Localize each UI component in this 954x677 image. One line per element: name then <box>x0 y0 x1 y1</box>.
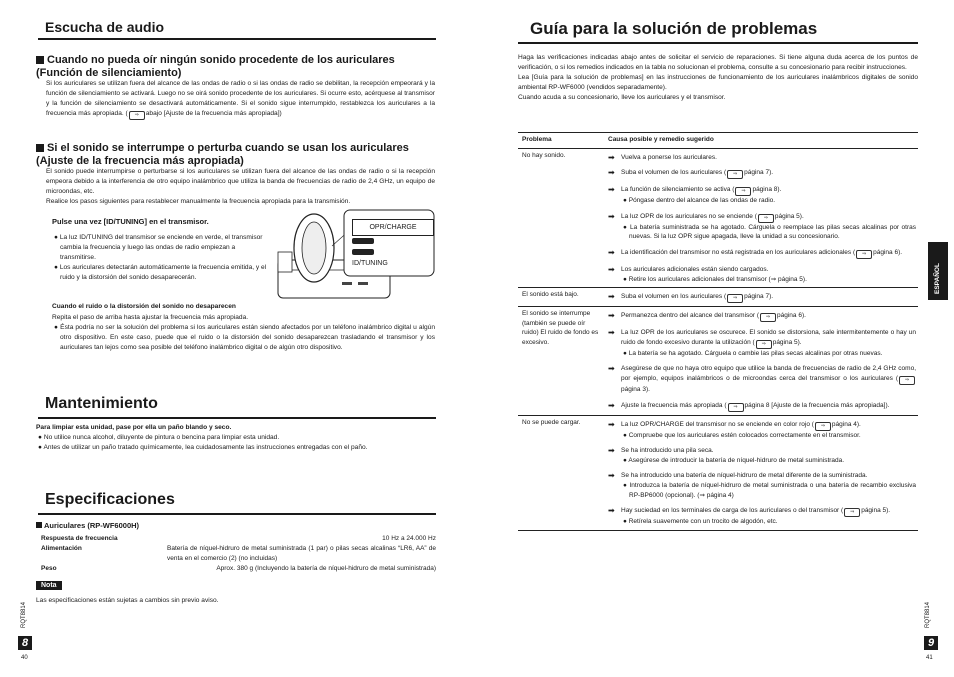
troubleshooting-title: Guía para la solución de problemas <box>530 19 818 38</box>
page-ref-icon: ⇒ <box>727 294 743 303</box>
spec-row: Alimentación Batería de níquel-hidruro de metal suministrada (1 par) o pilas secas alcalinas “LR6, AA” de venta en el comercio (2) (no incluidas) <box>41 545 436 562</box>
spec-heading: Auriculares (RP-WF6000H) <box>36 521 139 530</box>
square-bullet-icon <box>36 144 44 152</box>
arrow-icon: ➡ <box>608 168 615 178</box>
arrow-icon: ➡ <box>608 328 615 338</box>
table-row: No se puede cargar. ➡ La luz OPR/CHARGE del transmisor no se enciende en color rojo ( ⇒ página 4). ● Compruebe que los auriculares estén colocados correctamente en el transmisor. ➡ Se ha introducido una pila seca. ● Asegúrese de introducir la batería de níquel-hidruro de metal suministrada. ➡ Se ha introducido una batería de níquel-hidruro de metal diferente de la suministrada. ● Introduzca la batería de níquel-hidruro de metal suministrada o una batería de recambio exclusiva RP-BP6000 (opcional). (⇒ página 4) ➡ Hay suciedad en los terminales de carga de los auriculares o del transmisor ( ⇒ página 5). ● Retírela suavemente con un trocito de algodón, etc. <box>518 415 918 530</box>
maintenance-rule <box>38 417 436 419</box>
audio-section-title: Escucha de audio <box>45 19 165 35</box>
spec-row: Respuesta de frecuencia 10 Hz a 24.000 Hz <box>41 535 436 542</box>
page-ref-icon: ⇒ <box>856 250 872 259</box>
audio-title-rule <box>38 38 436 40</box>
arrow-icon: ➡ <box>608 471 615 481</box>
pulse-bullet: ● La luz ID/TUNING del transmisor se enciende en verde, el transmisor cambia la frecuencia y luego las ondas de radio empiezan a transmitirse. <box>54 234 263 261</box>
table-row: No hay sonido. ➡ Vuelva a ponerse los auriculares. ➡ Suba el volumen de los auriculares ( ⇒ página 7). ➡ La función de silenciamiento se activa ( ⇒ página 8). ● Póngase dentro del alcance de las ondas de radio. ➡ La luz OPR de los auriculares no se enciende ( ⇒ página 5). ● La batería suministrada se ha agotado. Cárguela o reemplace las pilas secas alcalinas por otras nuevas. Si la luz OPR sigue apagada, lleve la unidad a su concesionario. ➡ La identificación del transmisor no está registrada en los auriculares adicionales ( ⇒ página 6). ➡ Los auriculares adicionales están siendo cargados. ● Retire los auriculares adicionales del transmisor (⇒ página 5). <box>518 148 918 288</box>
page-ref-icon: ⇒ <box>844 508 860 517</box>
troubleshooting-rule <box>518 42 918 44</box>
arrow-icon: ➡ <box>608 185 615 195</box>
pulse-bullets <box>52 233 268 283</box>
page-ref-icon: ⇒ <box>899 376 915 385</box>
troubleshooting-intro: Haga las verificaciones indicadas abajo antes de solicitar el servicio de reparaciones. Si tiene alguna duda acerca de los puntos de verificación, o si los remedios indicados en la tabla no solucionan el problema, consulte a su concesionario para recibir instrucciones. Lea [Guía para la solución de problemas] en las instrucciones de funcionamiento de los auriculares inalámbricos digitales de sonido ambiental RP-WF6000 (vendidos separadamente). Cuando acuda a su concesionario, lleve los auriculares y el transmisor. <box>518 54 918 101</box>
id-tuning-label: ID/TUNING <box>352 260 388 267</box>
arrow-icon: ➡ <box>608 446 615 456</box>
page-ref-icon: ⇒ <box>760 313 776 322</box>
maintenance-title: Mantenimiento <box>45 395 158 412</box>
table-row: El sonido está bajo. ➡ Suba el volumen en los auriculares ( ⇒ página 7). <box>518 288 918 307</box>
mute-text: Si los auriculares se utilizan fuera del alcance de las ondas de radio o si las ondas de radio se debilitan, la recepción empeorará y la función de silenciamiento se activará. Luego no se oirá sonido procedente de los auriculares. Si ocurre esto, acérquese al transmisor y la función de silenciamiento se desactivará automáticamente. Si el sonido sigue interrumpido, restablezca los auriculares a la frecuencia más apropiada. ( ⇒ abajo [Ajuste de la frecuencia más apropiada]) <box>46 80 435 118</box>
arrow-icon: ➡ <box>608 506 615 516</box>
specifications-title: Especificaciones <box>45 491 175 508</box>
spec-row: Peso Aprox. 380 g (Incluyendo la batería de níquel-hidruro de metal suministrada) <box>41 565 436 572</box>
mute-heading: Cuando no pueda oír ningún sonido procedente de los auriculares (Función de silenciamiento) <box>36 54 395 79</box>
specifications-rule <box>38 513 436 515</box>
tuning-heading: Si el sonido se interrumpe o perturba cuando se usan los auriculares (Ajuste de la frecuencia más apropiada) <box>36 142 409 167</box>
page-ref-icon: ⇒ <box>727 170 743 179</box>
noise-text: Repita el paso de arriba hasta ajustar la frecuencia más apropiada. ● Ésta podría no ser la solución del problema si los auriculares están siendo afectados por un teléfono inalámbrico digital u algún otro dispositivo. En este caso, puede que el ruido o la distorsión del sonido desaparezcan trasladando el transmisor y los auriculares tan lejos como sea posible del teléfono inalámbrico digital o de algún otro dispositivo. <box>52 314 435 351</box>
left-code: RQT8814 <box>21 601 27 628</box>
nota-text: Las especificaciones están sujetas a cambios sin previo aviso. <box>36 597 219 604</box>
right-page-number: 9 <box>924 636 938 650</box>
spec-table <box>41 534 436 574</box>
right-page-small: 41 <box>926 655 933 661</box>
opr-charge-label: OPR/CHARGE <box>352 219 434 236</box>
left-page-small: 40 <box>21 655 28 661</box>
arrow-icon: ➡ <box>608 292 615 302</box>
arrow-icon: ➡ <box>608 311 615 321</box>
opr-light-icon <box>352 238 374 244</box>
page-ref-icon: ⇒ <box>129 111 145 120</box>
page-ref-icon: ⇒ <box>758 214 774 223</box>
page-ref-icon: ⇒ <box>728 403 744 412</box>
table-row: El sonido se interrumpe (también se puede oír ruido) El ruido de fondo es excesivo. ➡ Permanezca dentro del alcance del transmisor ( ⇒ página 6). ➡ La luz OPR de los auriculares se oscurece. El sonido se distorsiona, sale intermitentemente o hay un ruido de fondo excesivo durante la utilización ( ⇒ página 5). ● La batería se ha agotado. Cárguela o cambie las pilas secas alcalinas por otras nuevas. ➡ Asegúrese de que no haya otro equipo que utilice la banda de frecuencias de radio de 2,4 GHz como, por ejemplo, equipos inalámbricos o de microondas cerca del transmisor o los auriculares ( ⇒página 3). ➡ Ajuste la frecuencia más apropiada ( ⇒ página 8 [Ajuste de la frecuencia más apropiada]). <box>518 307 918 415</box>
arrow-icon: ➡ <box>608 211 615 221</box>
page-ref-icon: ⇒ <box>756 340 772 349</box>
right-code: RQT8814 <box>925 601 931 628</box>
arrow-icon: ➡ <box>608 419 615 429</box>
page-ref-icon: ⇒ <box>815 422 831 431</box>
arrow-icon: ➡ <box>608 264 615 274</box>
tuning-text: El sonido puede interrumpirse o perturbarse si los auriculares se utilizan fuera del alcance de las ondas de radio o si la recepción empeora debido a la interferencia de otro equipo inalámbrico que utiliza la banda de frecuencias de radio de 2,4 GHz, un equipo de microondas, etc. Realice los pasos siguientes para restablecer manualmente la frecuencia apropiada para la transmisión. <box>46 168 435 205</box>
page-ref-icon: ⇒ <box>735 187 751 196</box>
pulse-heading: Pulse una vez [ID/TUNING] en el transmisor. <box>52 217 209 226</box>
square-bullet-icon <box>36 56 44 64</box>
arrow-icon: ➡ <box>608 152 615 162</box>
nota-badge: Nota <box>36 581 62 590</box>
id-tuning-light-icon <box>352 249 374 255</box>
noise-heading: Cuando el ruido o la distorsión del sonido no desaparecen <box>52 303 236 310</box>
table-header: Problema Causa posible y remedio sugerido <box>518 133 918 149</box>
language-side-tab: ESPAÑOL <box>928 242 948 300</box>
left-page-number: 8 <box>18 636 32 650</box>
troubleshooting-table <box>518 132 918 531</box>
arrow-icon: ➡ <box>608 364 615 374</box>
arrow-icon: ➡ <box>608 400 615 410</box>
square-bullet-icon <box>36 522 42 528</box>
maintenance-content: Para limpiar esta unidad, pase por ella un paño blando y seco. ● No utilice nunca alcohol, diluyente de pintura o bencina para limpiar esta unidad. ● Antes de utilizar un paño tratado químicamente, lea cuidadosamente las instrucciones entregadas con el paño. <box>36 424 368 451</box>
arrow-icon: ➡ <box>608 247 615 257</box>
pulse-bullet: ● Los auriculares detectarán automáticamente la frecuencia emitida, y el ruido y la distorsión del sonido desaparecerán. <box>54 264 267 281</box>
